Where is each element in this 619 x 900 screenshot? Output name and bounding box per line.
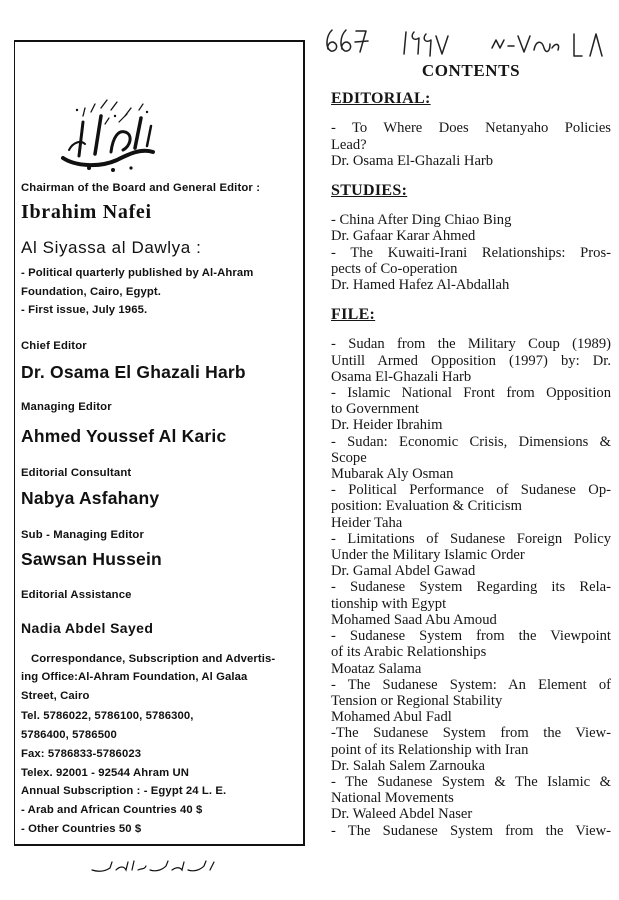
chairman-label: Chairman of the Board and General Editor : [21,182,261,194]
list-item: Under the Military Islamic Order [331,547,525,564]
list-item: Osama El-Ghazali Harb [331,368,472,385]
consultant-name: Nabya Asfahany [21,488,160,508]
sub-managing-label: Sub - Managing Editor [21,529,145,541]
tel-line1: Tel. 5786022, 5786100, 5786300, [21,710,194,722]
list-item: pects of Co-operation [331,260,458,277]
arab-african-rate: - Arab and African Countries 40 $ [21,804,203,816]
list-item: Dr. Heider Ibrahim [331,417,443,434]
managing-editor-name: Ahmed Youssef Al Karic [21,426,227,446]
telex: Telex. 92001 - 92544 Ahram UN [21,767,190,779]
list-item: - Sudan from the Military Coup (1989) [331,336,611,353]
chief-editor-name: Dr. Osama El Ghazali Harb [21,362,246,382]
studies-section [331,183,611,293]
list-item: - To Where Does Netanyaho Policies [331,120,611,137]
file-heading: FILE: [331,306,376,324]
list-item: - Limitations of Sudanese Foreign Policy [331,530,611,547]
masthead-bottom-rule [14,844,305,846]
other-countries-rate: - Other Countries 50 $ [21,823,142,835]
table-of-contents [331,62,611,853]
list-item: Dr. Salah Salem Zarnouka [331,757,486,774]
tel-line2: 5786400, 5786500 [21,729,117,741]
list-item: - China After Ding Chiao Bing [331,212,512,229]
list-item: to Government [331,401,419,418]
list-item: Mohamed Abul Fadl [331,709,452,726]
list-item: point of its Relationship with Iran [331,741,529,758]
list-item: - The Sudanese System from the View- [331,822,611,839]
list-item: National Movements [331,790,454,807]
printer-signature [88,858,218,874]
studies-heading: STUDIES: [331,182,408,200]
list-item: Lead? [331,136,367,153]
contact-line2: ing Office:Al-Ahram Foundation, Al Galaa [21,671,248,683]
list-item: - Islamic National Front from Opposition [331,385,611,402]
file-section [331,307,611,839]
list-item: position: Evaluation & Criticism [331,498,522,515]
managing-editor-label: Managing Editor [21,401,112,413]
list-item: -The Sudanese System from the View- [331,725,611,742]
assistance-name: Nadia Abdel Sayed [21,620,154,636]
assistance-label: Editorial Assistance [21,589,132,601]
list-item: Heider Taha [331,514,403,531]
list-item: Moataz Salama [331,660,422,677]
list-item: - The Sudanese System & The Islamic & [331,773,611,790]
handwritten-note [320,18,610,66]
contact-line1: Correspondance, Subscription and Advertis- [31,653,276,665]
list-item: - Political Performance of Sudanese Op- [331,482,611,499]
list-item: Scope [331,449,367,466]
list-item: tionship with Egypt [331,595,447,612]
contact-line3: Street, Cairo [21,690,90,702]
list-item: Dr. Gamal Abdel Gawad [331,563,476,580]
list-item: - Sudan: Economic Crisis, Dimensions & [331,433,611,450]
list-item: Mubarak Aly Osman [331,466,454,483]
list-item: - Sudanese System Regarding its Rela- [331,579,611,596]
editorial-heading: EDITORIAL: [331,90,431,108]
list-item: - Sudanese System from the Viewpoint [331,628,611,645]
list-item: of its Arabic Relationships [331,644,487,661]
journal-title: Al Siyassa al Dawlya : [21,238,202,257]
chairman-name: Ibrahim Nafei [21,201,152,223]
fax: Fax: 5786833-5786023 [21,748,142,760]
list-item: - The Kuwaiti-Irani Relationships: Pros- [331,244,611,261]
consultant-label: Editorial Consultant [21,467,132,479]
list-item: Dr. Waleed Abdel Naser [331,806,473,823]
list-item: Dr. Gafaar Karar Ahmed [331,228,476,245]
list-item: Dr. Hamed Hafez Al-Abdallah [331,277,510,294]
journal-description-line2: Foundation, Cairo, Egypt. [21,286,161,298]
journal-description-line1: - Political quarterly published by Al-Ahram [21,267,254,279]
first-issue: - First issue, July 1965. [21,304,148,316]
al-ahram-logo [55,96,165,174]
list-item: Tension or Regional Stability [331,692,503,709]
list-item: Dr. Osama El-Ghazali Harb [331,152,494,169]
list-item: Untill Armed Opposition (1997) by: Dr. [331,352,611,369]
masthead-box [14,40,305,846]
sub-managing-name: Sawsan Hussein [21,549,162,569]
editorial-section [331,91,611,169]
contents-title: CONTENTS [421,61,521,80]
list-item: - The Sudanese System: An Element of [331,676,611,693]
list-item: Mohamed Saad Abu Amoud [331,611,497,628]
chief-editor-label: Chief Editor [21,340,87,352]
annual-subscription: Annual Subscription : - Egypt 24 L. E. [21,785,227,797]
